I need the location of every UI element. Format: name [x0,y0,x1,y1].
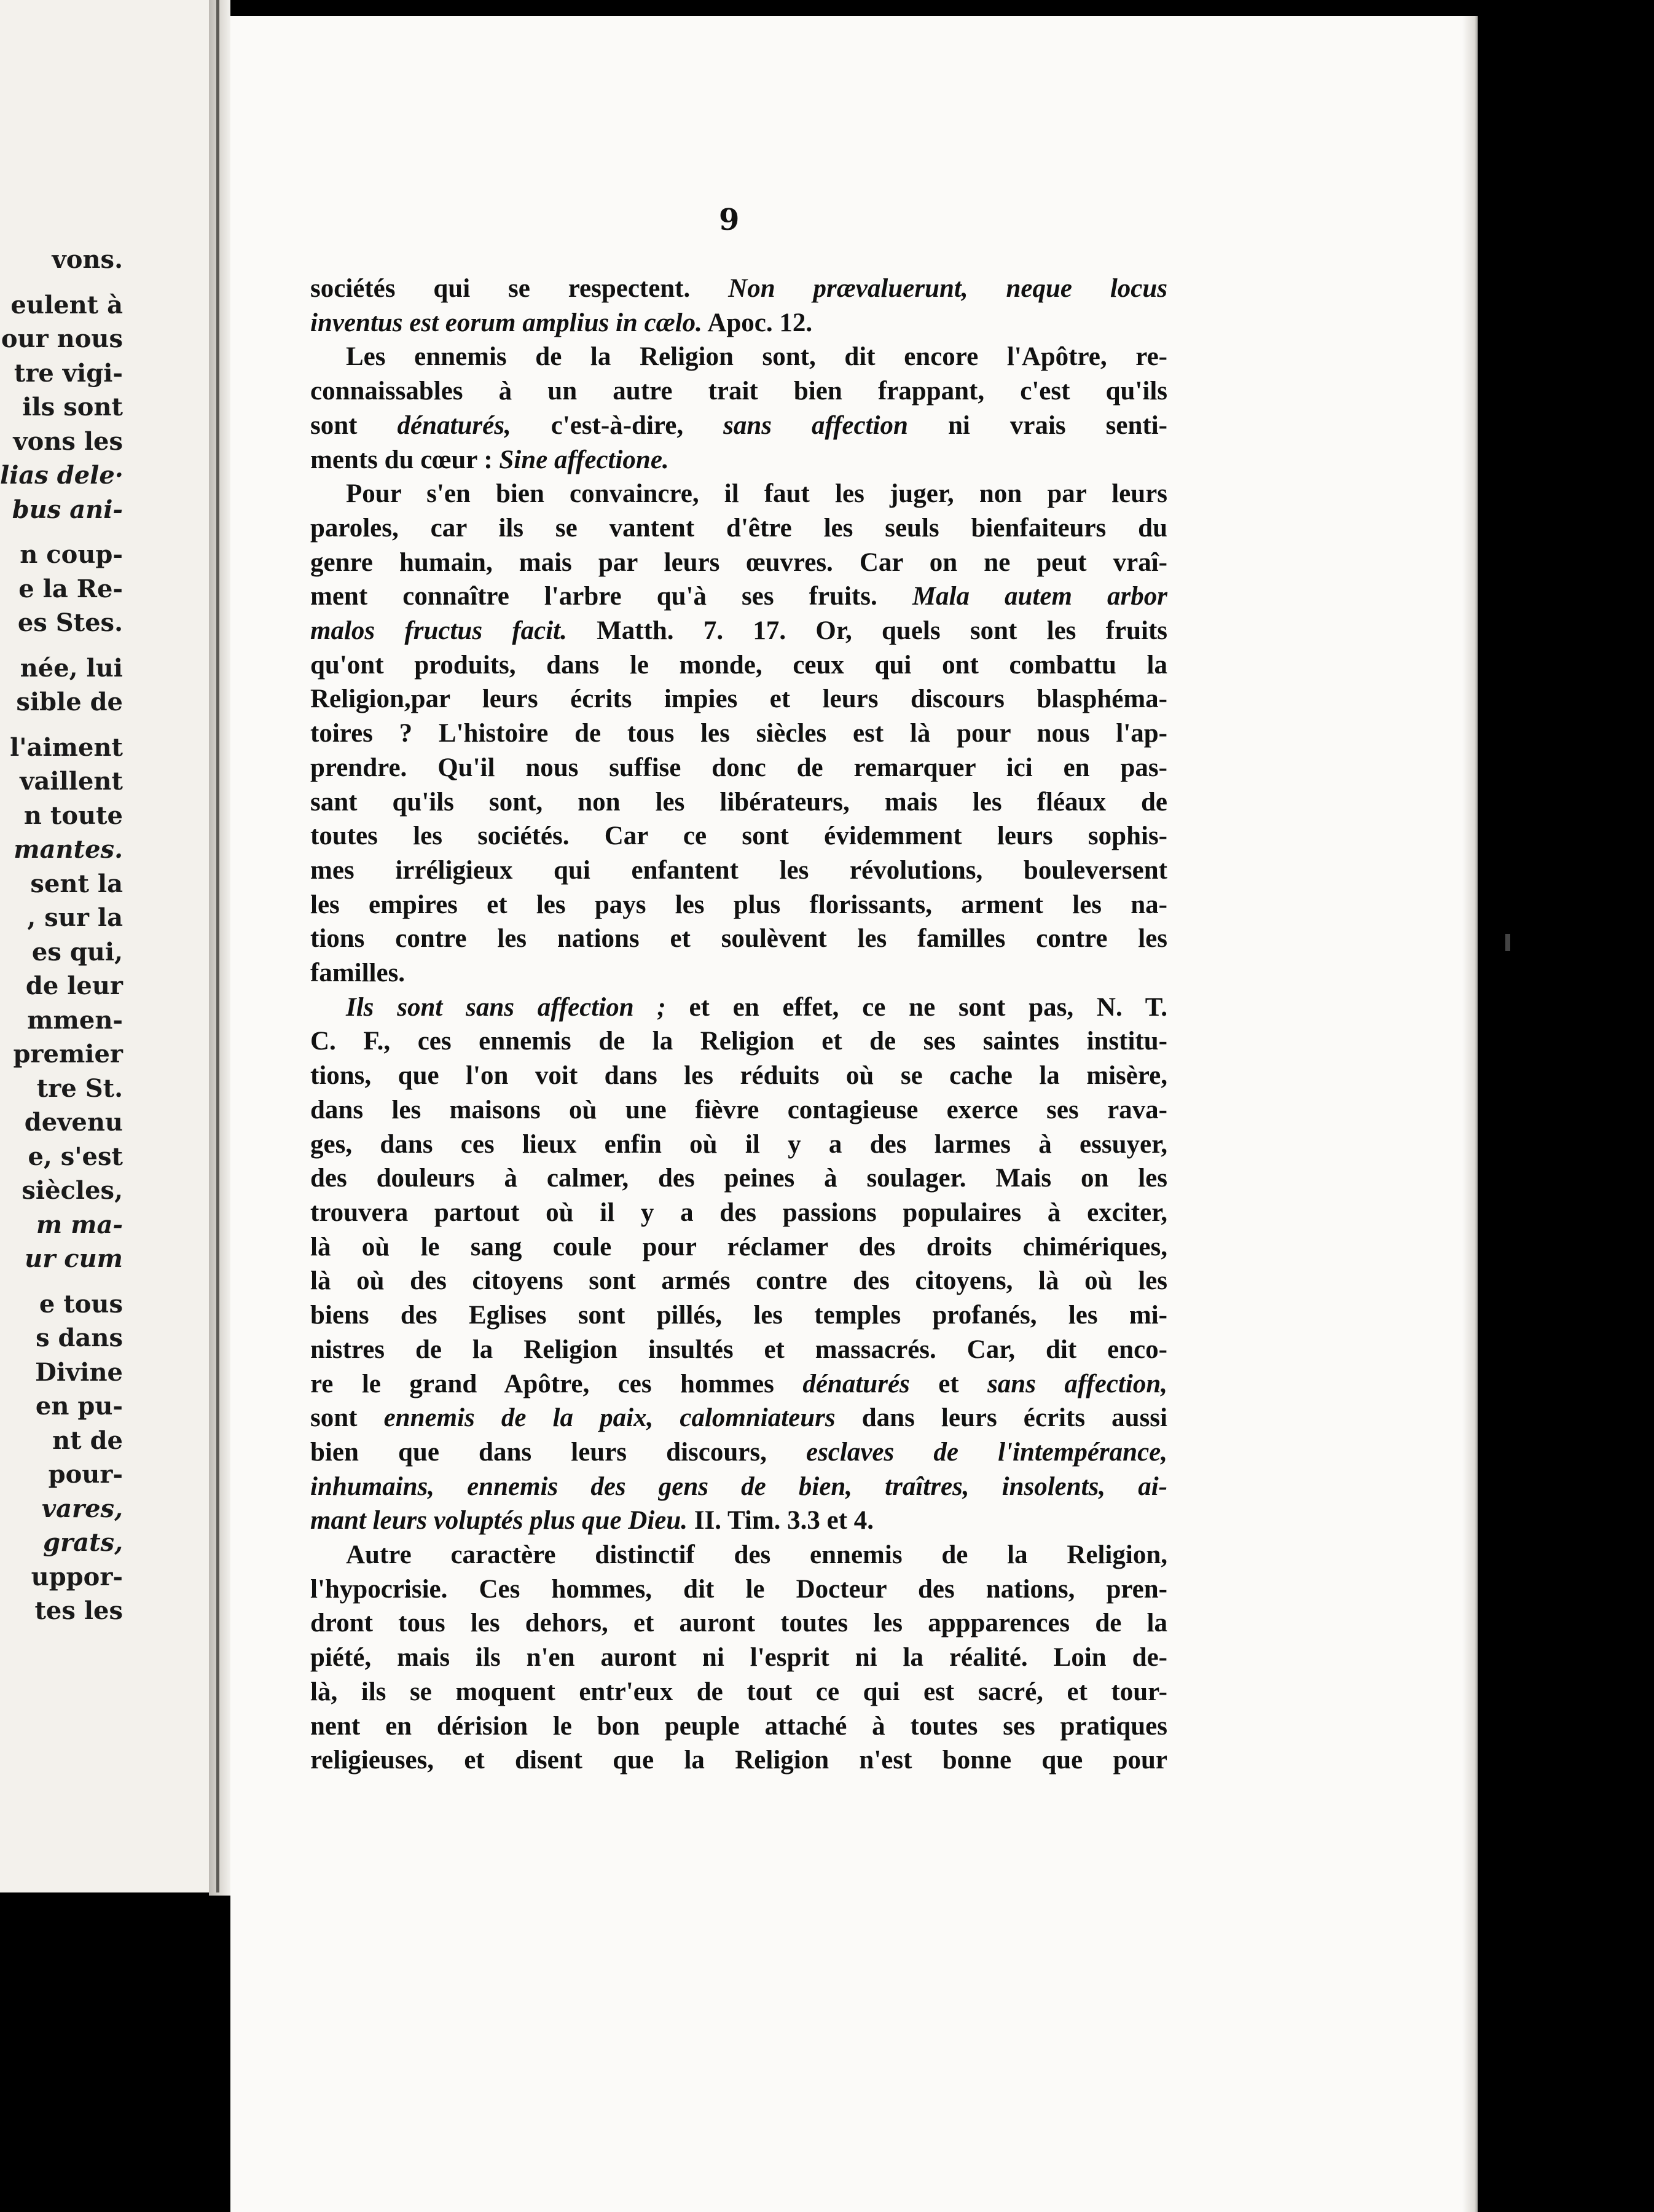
text-line [310,1298,1167,1333]
text-line [310,1435,1167,1470]
line-gap [0,720,123,731]
text-segment: biens des Eglises sont pillés, les temples profanés, les mi- [310,1301,1167,1330]
text-line [310,1709,1167,1744]
text-segment: sont [310,410,398,440]
left-page-line: Divine [35,1357,123,1387]
italic-text-segment: malos fructus facit. [310,616,567,646]
text-line [310,853,1167,888]
text-line [310,511,1167,546]
text-line [310,546,1167,580]
text-segment: Les ennemis de la Religion sont, dit encore l'Apôtre, re- [346,342,1167,372]
left-page-line: our nous [1,324,123,353]
left-page-line: n coup- [20,540,123,569]
text-segment: re le grand Apôtre, ces hommes [310,1369,803,1398]
text-segment: piété, mais ils n'en auront ni l'esprit ni la réalité. Loin de- [310,1643,1167,1673]
left-page-line: devenu [24,1108,123,1137]
left-page-line: née, lui [20,653,123,683]
text-line [310,1504,1167,1538]
text-segment: sociétés qui se respectent. [310,274,729,303]
text-line [310,1675,1167,1709]
text-segment: les empires et les pays les plus florissants, arment les na- [310,890,1167,919]
italic-text-segment: dénaturés [802,1369,910,1398]
text-segment: nistres de la Religion insultés et massacrés. Car, dit enco- [310,1335,1167,1364]
text-segment: dans leurs écrits aussi [835,1403,1167,1433]
text-segment: Religion,par leurs écrits impies et leurs discours blasphéma- [310,684,1167,714]
left-page-line: vons. [52,245,123,274]
text-segment: c'est-à-dire, [511,410,724,440]
text-line [310,1743,1167,1778]
text-segment: genre humain, mais par leurs œuvres. Car on ne peut vraî- [310,547,1167,577]
text-line [310,1059,1167,1093]
italic-text-segment: sans affection [723,410,908,440]
left-page-line: premier [13,1040,123,1069]
line-gap [0,640,123,651]
text-segment: trouvera partout où il y a des passions populaires à exciter, [310,1198,1167,1227]
text-line [310,477,1167,511]
text-segment: et [909,1369,988,1398]
text-segment: prendre. Qu'il nous suffise donc de remarquer ici en pas- [310,753,1167,782]
text-segment: familles. [310,959,406,988]
text-line [310,1024,1167,1059]
left-page-line: vares, [41,1494,123,1523]
text-segment: toires ? L'histoire de tous les siècles est là pour nous l'ap- [310,719,1167,748]
left-page-line: e tous [39,1289,123,1319]
text-line [310,1161,1167,1196]
italic-text-segment: dénaturés, [397,410,511,440]
text-segment: dans les maisons où une fièvre contagieuse exerce ses rava- [310,1095,1167,1124]
left-page-text [0,243,123,1628]
text-segment: qu'ont produits, dans le monde, ceux qui ont combattu la [310,650,1167,680]
line-gap [0,277,123,288]
text-segment: connaissables à un autre trait bien frappant, c'est qu'ils [310,377,1167,406]
left-page-line: pour- [48,1460,123,1489]
text-segment: ges, dans ces lieux enfin où il y a des larmes à essuyer, [310,1129,1167,1159]
text-line [310,751,1167,785]
text-line [310,374,1167,409]
left-page-line: mantes. [14,835,123,864]
italic-text-segment: Sine affectione. [499,445,669,474]
text-segment: mes irréligieux qui enfantent les révolutions, bouleversent [310,855,1167,885]
left-page-line: tes les [34,1596,123,1625]
text-line [310,1230,1167,1265]
scan-border-right [1478,0,1654,2212]
left-page-line: m ma- [36,1210,123,1239]
text-segment: l'hypocrisie. Ces hommes, dit le Docteur des nations, pren- [310,1574,1167,1604]
text-segment: Apoc. 12. [702,308,813,337]
left-page-line: es qui, [31,937,123,967]
italic-text-segment: ennemis de la paix, calomniateurs [383,1403,836,1433]
body-text [310,272,1167,1778]
text-segment: sont [310,1403,384,1433]
left-page-line: s dans [36,1324,123,1352]
left-page-line: ils sont [22,393,123,422]
text-line [310,1538,1167,1572]
text-line [310,682,1167,716]
text-line [310,648,1167,683]
text-line [310,716,1167,751]
left-page-line: es Stes. [17,608,123,637]
text-segment: ni vrais senti- [907,410,1168,440]
scan-border-top [230,0,1654,16]
text-line [310,1401,1167,1435]
text-segment: bien que dans leurs discours, [310,1437,806,1467]
text-segment: ments du cœur : [310,445,500,474]
text-line [310,1264,1167,1298]
italic-text-segment: Mala autem arbor [912,582,1167,611]
page-number: 9 [719,203,740,237]
text-line [310,340,1167,374]
page-gutter [209,0,232,1896]
text-line [310,1470,1167,1504]
left-page-line: tre vigi- [14,358,123,388]
italic-text-segment: mant leurs voluptés plus que Dieu. [310,1506,688,1535]
text-segment: Matth. 7. 17. Or, quels sont les fruits [566,616,1168,646]
left-page-line: nt de [52,1426,123,1455]
italic-text-segment: inhumains, ennemis des gens de bien, traîtres, insolents, ai- [310,1472,1167,1501]
text-line [310,922,1167,956]
left-page-line: vaillent [20,767,123,796]
line-gap [0,527,123,538]
text-segment: tions contre les nations et soulèvent les familles contre les [310,924,1167,954]
text-segment: tions, que l'on voit dans les réduits où se cache la misère, [310,1061,1167,1091]
text-segment: sant qu'ils sont, non les libérateurs, mais les fléaux de [310,787,1167,817]
left-page-line: grats, [43,1528,123,1557]
text-segment: là où des citoyens sont armés contre des citoyens, là où les [310,1266,1167,1296]
line-gap [0,1276,123,1287]
left-page-line: eulent à [10,290,123,320]
left-page-line: uppor- [31,1562,123,1591]
left-page-line: en pu- [35,1392,123,1421]
text-line [310,614,1167,648]
text-line [310,819,1167,853]
left-page-line: e, s'est [28,1142,123,1171]
italic-text-segment: Non prævaluerunt, neque locus [728,274,1168,303]
book-spine-shadow [216,0,219,1892]
text-line [310,1572,1167,1607]
text-line [310,1367,1167,1402]
text-line [310,785,1167,820]
left-page-line: n toute [23,801,123,830]
text-segment: des douleurs à calmer, des peines à soulager. Mais on les [310,1164,1167,1193]
text-segment: Autre caractère distinctif des ennemis de la Religion, [346,1540,1167,1570]
left-page-line: l'aiment [10,732,123,762]
text-segment: toutes les sociétés. Car ce sont évidemment leurs sophis- [310,822,1167,851]
text-segment: ment connaître l'arbre qu'à ses fruits. [310,582,912,611]
text-line [310,956,1167,990]
text-segment: C. F., ces ennemis de la Religion et de ses saintes institu- [310,1027,1167,1056]
text-segment: là où le sang coule pour réclamer des droits chimériques, [310,1232,1167,1261]
left-page [0,0,221,1892]
text-line [310,1333,1167,1367]
left-page-line: mmen- [27,1005,123,1035]
text-line [310,1093,1167,1128]
italic-text-segment: inventus est eorum amplius in cælo. [310,308,702,337]
left-page-line: bus ani- [12,495,123,524]
text-line [310,409,1167,443]
left-page-line: sible de [16,688,123,716]
scan-mark [1505,934,1510,951]
left-page-line: lias dele· [0,461,123,490]
text-line [310,579,1167,614]
left-page-line: siècles, [22,1176,123,1205]
left-page-line: sent la [30,869,123,898]
text-line [310,306,1167,340]
left-page-line: e la Re- [18,574,123,603]
text-segment: et en effet, ce ne sont pas, N. T. [665,992,1167,1022]
text-line [310,272,1167,306]
text-segment: dront tous les dehors, et auront toutes les appparences de la [310,1609,1167,1638]
text-segment: là, ils se moquent entr'eux de tout ce qui est sacré, et tour- [310,1677,1167,1706]
left-page-line: de leur [25,971,123,1000]
text-segment: religieuses, et disent que la Religion n'est bonne que pour [310,1746,1167,1775]
left-page-line: tre St. [36,1073,123,1103]
text-line [310,990,1167,1025]
text-line [310,443,1167,477]
text-line [310,1128,1167,1162]
left-page-line: , sur la [27,903,123,932]
text-segment: Pour s'en bien convaincre, il faut les juger, non par leurs [346,479,1167,509]
italic-text-segment: Ils sont sans affection ; [346,992,666,1022]
text-segment: II. Tim. 3.3 et 4. [688,1506,874,1535]
text-line [310,1196,1167,1230]
italic-text-segment: esclaves de l'intempérance, [805,1437,1167,1467]
left-page-line: ur cum [25,1244,123,1273]
text-line [310,1641,1167,1675]
text-segment: paroles, car ils se vantent d'être les seuls bienfaiteurs du [310,513,1167,543]
italic-text-segment: sans affection, [987,1369,1167,1398]
text-segment: nent en dérision le bon peuple attaché à toutes ses pratiques [310,1711,1167,1741]
left-page-line: vons les [13,426,123,456]
text-line [310,1606,1167,1641]
text-line [310,888,1167,922]
